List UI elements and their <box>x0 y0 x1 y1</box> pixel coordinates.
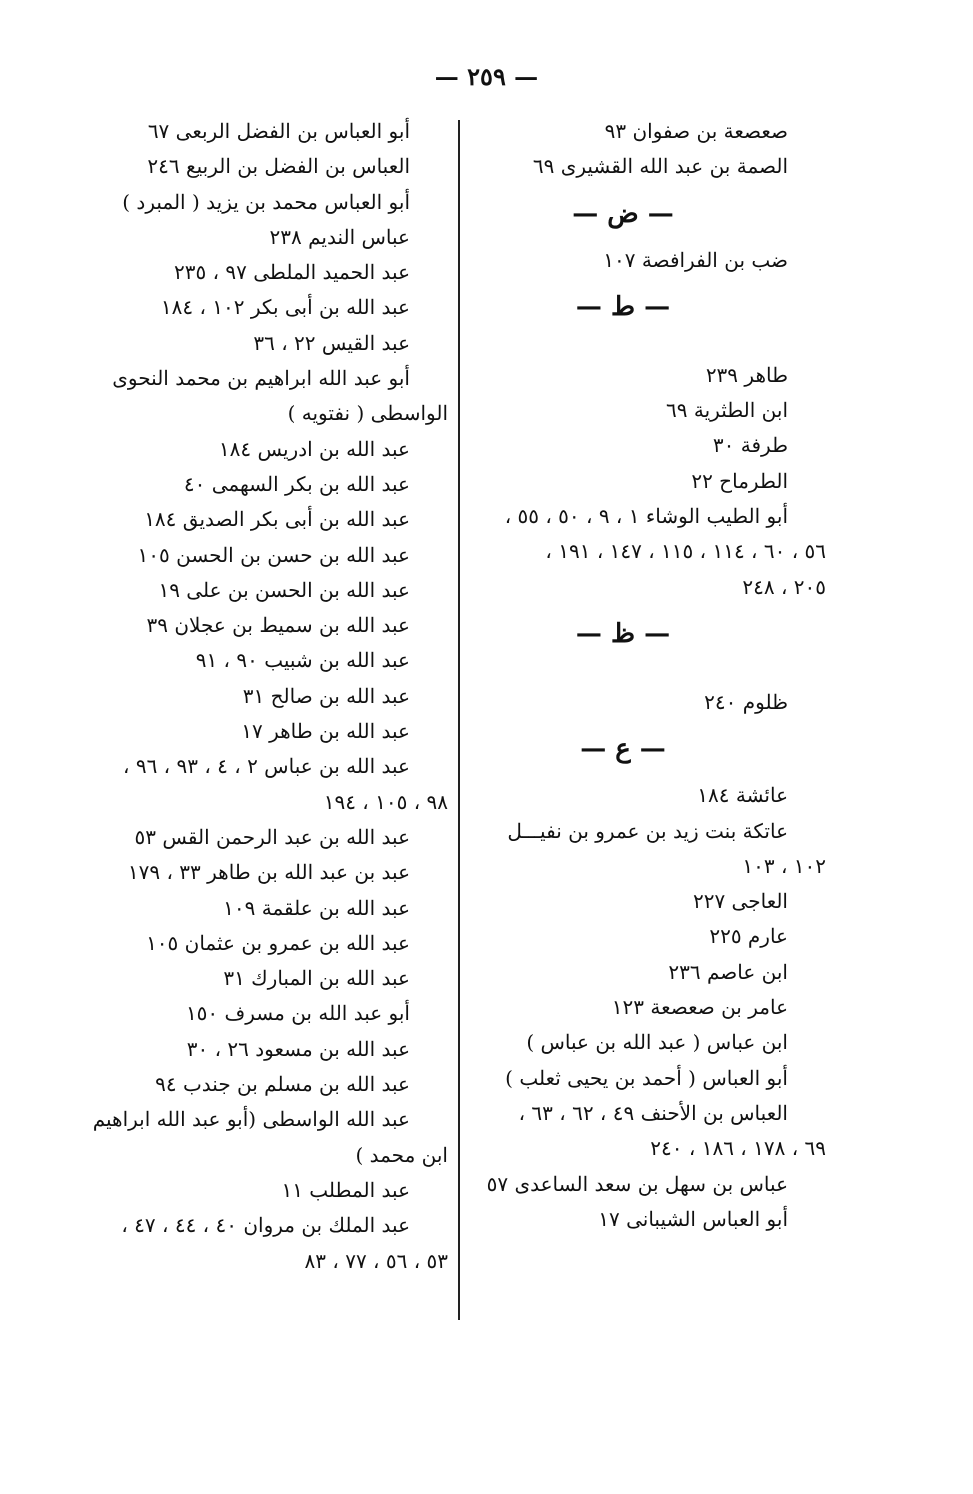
index-entry: أبو عبد الله بن مسرف ١٥٠ <box>185 1001 410 1026</box>
index-entry: عبد الله بن أبى بكر الصديق ١٨٤ <box>144 507 410 532</box>
index-entry: أبو العباس ( أحمد بن يحيى ثعلب ) <box>505 1065 788 1090</box>
index-entry: عارم ٢٢٥ <box>709 924 788 949</box>
index-entry: عائشة ١٨٤ <box>697 783 788 808</box>
index-entry-continuation: ٢٠٥ ، ٢٤٨ <box>742 574 826 599</box>
index-entry: عبد الله بن عباس ٢ ، ٤ ، ٩٣ ، ٩٦ ، <box>123 754 410 779</box>
section-letter-heading: — ط — <box>575 291 671 322</box>
index-entry: عبد المطلب ١١ <box>281 1177 410 1202</box>
section-letter-heading: — ظ — <box>575 618 671 649</box>
index-entry-continuation: ٩٨ ، ١٠٥ ، ١٩٤ <box>323 789 448 814</box>
index-column-left <box>50 114 448 1279</box>
index-entry: عبد الله بن سميط بن عجلان ٣٩ <box>146 613 410 638</box>
section-letter-heading: — ض — <box>572 198 674 229</box>
index-entry: عبد الله بن صالح ٣١ <box>242 683 410 708</box>
index-entry: عاتكة بنت زيد بن عمرو بن نفيـــل <box>507 818 788 843</box>
index-entry: العاجى ٢٢٧ <box>692 889 788 914</box>
index-entry: ظلوم ٢٤٠ <box>704 689 788 714</box>
index-entry: عبد الله بن ادريس ١٨٤ <box>218 436 410 461</box>
index-entry-continuation: ١٠٢ ، ١٠٣ <box>742 853 826 878</box>
index-entry: ابن عاصم ٢٣٦ <box>668 959 788 984</box>
index-entry: عبد الملك بن مروان ٤٠ ، ٤٤ ، ٤٧ ، <box>121 1213 410 1238</box>
index-entry: الطرماح ٢٢ <box>691 468 788 493</box>
index-entry: ابن الطثرية ٦٩ <box>666 398 788 423</box>
index-entry: عبد الله بن مسعود ٢٦ ، ٣٠ <box>186 1036 410 1061</box>
index-entry: عبد الله بن أبى بكر ١٠٢ ، ١٨٤ <box>160 295 410 320</box>
index-entry: أبو العباس الشيبانى ١٧ <box>598 1206 788 1231</box>
index-entry: عبد الله بن عبد الرحمن القس ٥٣ <box>134 824 410 849</box>
index-entry-continuation: ابن محمد ) <box>355 1142 448 1167</box>
column-divider <box>458 120 460 1320</box>
index-entry: طاهر ٢٣٩ <box>705 362 788 387</box>
index-entry: عبد بن عبد الله بن طاهر ٣٣ ، ١٧٩ <box>127 860 410 885</box>
index-entry: أبو الطيب الوشاء ١ ، ٩ ، ٥٠ ، ٥٥ ، <box>504 504 788 529</box>
section-spacer <box>468 663 788 685</box>
index-column-right <box>468 114 826 1237</box>
index-entry: عباس بن سهل بن سعد الساعدى ٥٧ <box>486 1171 788 1196</box>
index-entry: أبو العباس محمد بن يزيد ( المبرد ) <box>122 189 410 214</box>
index-entry-continuation: ٦٩ ، ١٧٨ ، ١٨٦ ، ٢٤٠ <box>650 1136 826 1161</box>
index-entry: عبد الله بن الحسن بن على ١٩ <box>158 577 410 602</box>
index-entry: عبد الله بن حسن بن الحسن ١٠٥ <box>137 542 410 567</box>
index-entry-continuation: الواسطى ( نفتويه ) <box>287 401 448 426</box>
index-entry: عامر بن صعصعة ١٢٣ <box>611 995 788 1020</box>
index-entry: عبد الله بن شبيب ٩٠ ، ٩١ <box>195 648 410 673</box>
index-entry: عبد الله بن علقمة ١٠٩ <box>223 895 410 920</box>
index-entry: أبو العباس بن الفضل الربعى ٦٧ <box>147 119 410 143</box>
index-entry: ضب بن الفرافصة ١٠٧ <box>603 247 788 272</box>
index-entry: عبد الله بن طاهر ١٧ <box>241 719 410 744</box>
section-letter-heading: — ع — <box>580 734 666 765</box>
section-spacer <box>468 336 788 358</box>
index-entry: ابن عباس ( عبد الله بن عباس ) <box>526 1030 788 1055</box>
index-entry: عبد الله بن بكر السهمى ٤٠ <box>183 471 410 496</box>
index-entry: عبد القيس ٢٢ ، ٣٦ <box>253 330 410 355</box>
index-entry: صعصعة بن صفوان ٩٣ <box>604 119 788 143</box>
index-entry: أبو عبد الله ابراهيم بن محمد النحوى <box>112 366 410 391</box>
index-entry-continuation: ٥٦ ، ٦٠ ، ١١٤ ، ١١٥ ، ١٤٧ ، ١٩١ ، <box>545 539 826 564</box>
index-entry: عبد الله بن مسلم بن جندب ٩٤ <box>155 1072 410 1097</box>
index-entry: الصمة بن عبد الله القشيرى ٦٩ <box>532 154 788 179</box>
index-entry: عباس النديم ٢٣٨ <box>269 224 410 249</box>
index-entry-continuation: ٥٣ ، ٥٦ ، ٧٧ ، ٨٣ <box>304 1248 448 1273</box>
page-number: — ٢٥٩ — <box>434 62 539 91</box>
index-entry: العباس بن الفضل بن الربيع ٢٤٦ <box>147 154 410 179</box>
index-entry: العباس بن الأحنف ٤٩ ، ٦٢ ، ٦٣ ، <box>518 1100 788 1125</box>
index-entry: عبد الله بن عمرو بن عثمان ١٠٥ <box>146 930 410 955</box>
index-entry: عبد الله الواسطى (أبو عبد الله ابراهيم <box>92 1107 410 1132</box>
index-entry: عبد الله بن المبارك ٣١ <box>223 966 410 991</box>
index-entry: طرفة ٣٠ <box>712 433 788 458</box>
index-entry: عبد الحميد الملطى ٩٧ ، ٢٣٥ <box>174 260 410 285</box>
